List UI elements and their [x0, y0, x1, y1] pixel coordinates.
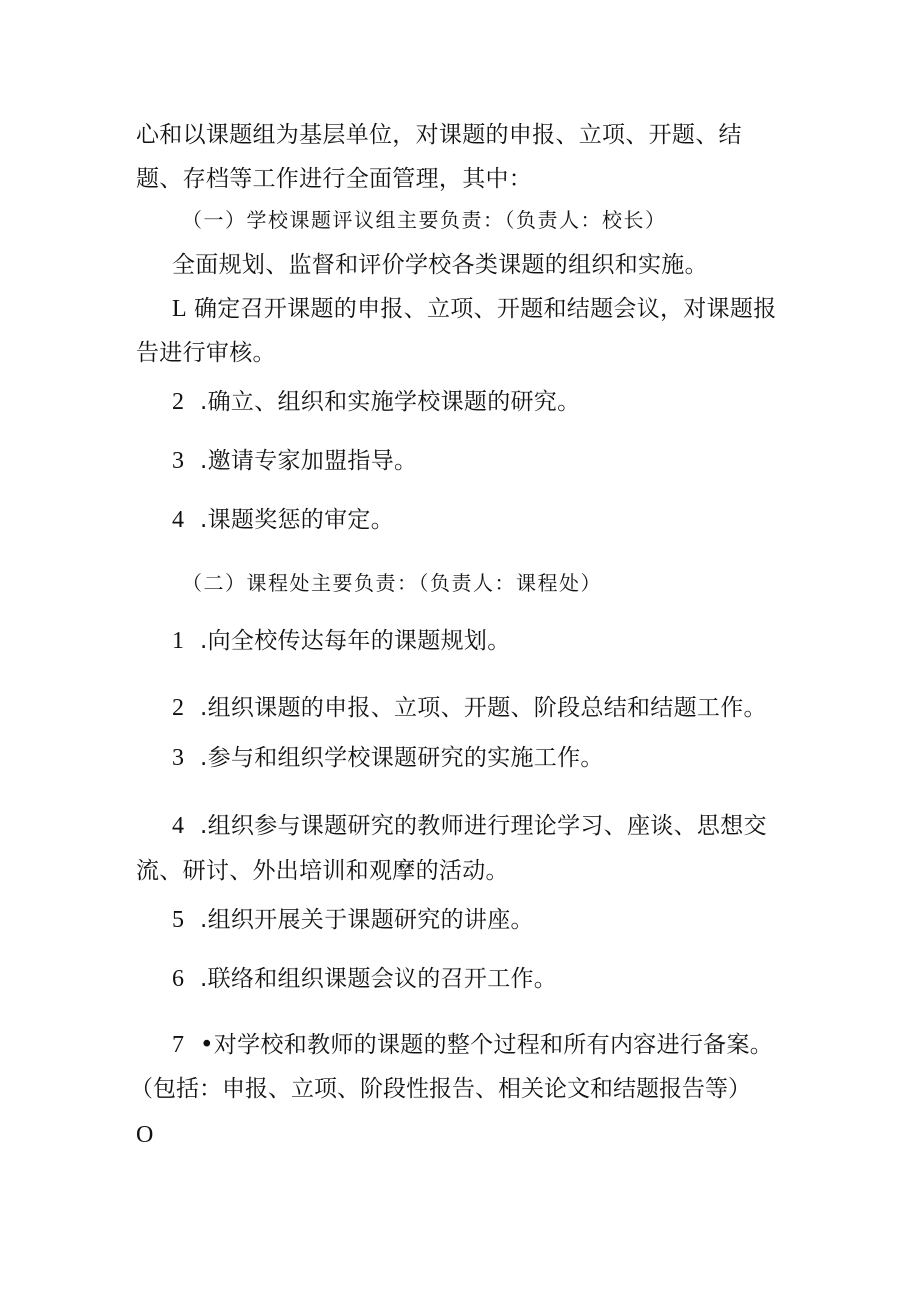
list-item-continuation: （包括：申报、立项、阶段性报告、相关论文和结题报告等）	[130, 1076, 751, 1102]
list-item	[172, 444, 417, 478]
item-text: .确立、组织和实施学校课题的研究。	[200, 389, 581, 415]
list-item	[172, 292, 777, 326]
list-item	[172, 385, 580, 419]
item-number: 2	[172, 389, 185, 415]
list-item	[172, 1028, 773, 1062]
list-item	[172, 962, 557, 996]
item-text: .组织参与课题研究的教师进行理论学习、座谈、思想交	[200, 813, 767, 839]
list-item	[172, 624, 511, 658]
item-number: 4	[172, 813, 185, 839]
intro-line-1: 心和以课题组为基层单位，对课题的申报、立项、开题、结	[136, 122, 742, 148]
item-text: •对学校和教师的课题的整个过程和所有内容进行备案。	[200, 1032, 774, 1058]
section-1-summary: 全面规划、监督和评价学校各类课题的组织和实施。	[172, 252, 708, 278]
item-text: .联络和组织课题会议的召开工作。	[200, 966, 558, 992]
list-item	[172, 691, 767, 725]
list-item	[172, 903, 534, 937]
list-item	[172, 809, 767, 843]
list-item-continuation: 流、研讨、外出培训和观摩的活动。	[136, 858, 509, 884]
list-item	[172, 741, 604, 775]
item-number: L	[172, 296, 187, 322]
section-2-heading: （二）课程处主要负责：（负责人：课程处）	[182, 571, 602, 595]
item-number: 4	[172, 507, 185, 533]
intro-line-2: 题、存档等工作进行全面管理，其中：	[136, 166, 533, 192]
item-number: 1	[172, 628, 185, 654]
list-item	[172, 503, 394, 537]
item-text: .参与和组织学校课题研究的实施工作。	[200, 745, 604, 771]
item-text: .组织开展关于课题研究的讲座。	[200, 907, 534, 933]
item-number: 3	[172, 745, 185, 771]
item-number: 5	[172, 907, 185, 933]
item-number: 3	[172, 448, 185, 474]
item-text: .向全校传达每年的课题规划。	[200, 628, 511, 654]
item-number: 7	[172, 1032, 185, 1058]
item-text: 确定召开课题的申报、立项、开题和结题会议，对课题报	[194, 296, 777, 322]
item-text: .课题奖惩的审定。	[200, 507, 395, 533]
item-number: 2	[172, 695, 185, 721]
section-1-heading: （一）学校课题评议组主要负责：（负责人：校长）	[182, 208, 667, 232]
list-item-continuation: 告进行审核。	[136, 340, 276, 366]
item-text: .组织课题的申报、立项、开题、阶段总结和结题工作。	[200, 695, 767, 721]
list-item-continuation: O	[136, 1122, 154, 1148]
item-number: 6	[172, 966, 185, 992]
item-text: .邀请专家加盟指导。	[200, 448, 418, 474]
